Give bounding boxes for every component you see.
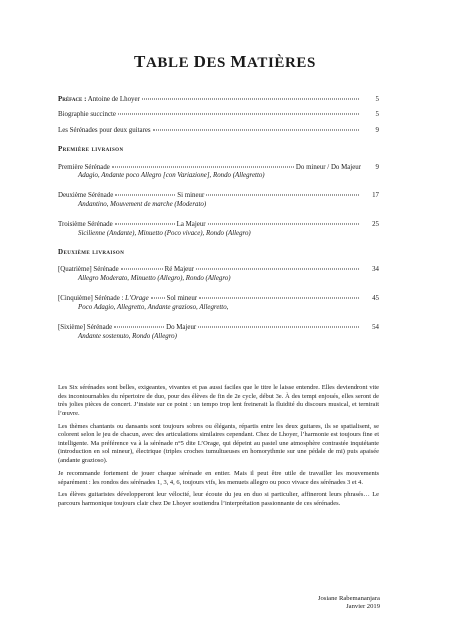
toc-page-number: 54 <box>372 324 379 332</box>
toc-preface-bold: Préface : <box>58 96 87 103</box>
paragraph: Les Six sérénades sont belles, exigeantes, vivantes et pas aussi faciles que le titre le laisse entendre. Elles deviendront vite des incontournables du répertoire de duo, pour des élèves de fin de 2e cycle, début 3e. À des tempi enjoués, elles seront de très jolies pièces de concert. J’insiste sur ce point : un tempo trop lent freinerait la fluidité du discours musical, et ternirait l’œuvre. <box>58 384 379 417</box>
toc-entry-label: [Quatrième] Sérénade <box>58 266 119 274</box>
dot-leader <box>121 269 163 270</box>
toc-page-number: 34 <box>372 266 379 274</box>
dot-leader <box>206 195 359 196</box>
toc-movements: Andante sostenuto, Rondo (Allegro) <box>78 332 177 340</box>
toc-entry-label <box>58 295 149 303</box>
dot-leader <box>153 129 359 130</box>
dot-leader <box>196 269 359 270</box>
toc-serenade-5-label: [Cinquième] Sérénade : <box>58 295 126 303</box>
dot-leader <box>151 298 165 299</box>
toc-entry-serenade-3[interactable] <box>58 221 379 229</box>
toc-page-number: 5 <box>375 111 379 119</box>
toc-serenade-5-subtitle: L’Orage <box>125 295 149 303</box>
toc-entry-label: Troisième Sérénade <box>58 221 113 229</box>
signature-date: Janvier 2019 <box>346 603 380 611</box>
toc-movements: Andantino, Mouvement de marche (Moderato) <box>78 200 207 208</box>
dot-leader <box>112 166 294 167</box>
dot-leader <box>114 327 164 328</box>
toc-key: Do mineur / Do Majeur <box>295 163 361 171</box>
toc-page-number: 45 <box>372 295 379 303</box>
toc-entry-preface[interactable] <box>58 96 379 104</box>
toc-entry-serenades[interactable] <box>58 127 379 135</box>
dot-leader <box>115 224 175 225</box>
toc-page-number: 5 <box>375 96 379 103</box>
page-title: TABLE DES MATIÈRES <box>134 52 316 71</box>
toc-movements: Allegro Moderato, Minuetto (Allegro), Rondo (Allegro) <box>78 274 231 282</box>
toc-page-number: 9 <box>375 163 379 171</box>
paragraph: Les thèmes chantants ou dansants sont toujours sobres ou élégants, répartis entre les deux guitares, ils se spatialisent, se colorent selon le jeu de chacun, avec des articulations similaires cependant. Chez de Lhoyer, l’harmonie est toujours fine et intelligente. Ma préférence va à la sérénade n°5 dite L’Orage, qui dépeint au pastel une atmosphère contrastée inquiétante (introduction en sol mineur), électrique (triples croches tumultueuses en homorythmie sur une pédale de mi) puis apaisée (andante grazioso). <box>58 422 379 465</box>
dot-leader <box>208 224 359 225</box>
toc-key: Do Majeur <box>166 324 197 332</box>
dot-leader <box>115 195 175 196</box>
dot-leader <box>199 298 359 299</box>
toc-entry-serenade-4[interactable] <box>58 266 379 274</box>
table-of-contents <box>58 96 379 341</box>
toc-key: Ré Majeur <box>164 266 194 274</box>
toc-movements: Adagio, Andante poco Allegro [con Variazione], Rondo (Allegretto) <box>78 172 265 180</box>
toc-entry-label: Première Sérénade <box>58 163 110 171</box>
paragraph: Je recommande fortement de jouer chaque sérénade en entier. Mais il peut être utile de travailler les mouvements séparément : les rondos des sérénades 1, 3, 4, 6, toujours vifs, les menuets allegro ou poco vivace des sérénades 3 et 4. <box>58 469 379 486</box>
toc-key: La Majeur <box>176 221 206 229</box>
toc-entry-serenade-6[interactable] <box>58 324 379 332</box>
paragraph: Les élèves guitaristes développeront leur vélocité, leur écoute du jeu en duo si particulier, affineront leurs phrasés… Le parcours harmonique toujours clair chez De Lhoyer soutiendra l’interprétation passionnante de ces sérénades. <box>58 491 379 508</box>
toc-page-number: 25 <box>372 221 379 229</box>
section-heading-1: Première livraison <box>58 145 124 154</box>
toc-entry-serenade-1[interactable] <box>58 164 379 172</box>
toc-key: Sol mineur <box>166 295 198 303</box>
foreword-text <box>58 384 379 513</box>
toc-entry-label: Deuxième Sérénade <box>58 192 114 200</box>
section-heading-2: Deuxième livraison <box>58 248 125 257</box>
dot-leader <box>142 99 359 100</box>
dot-leader <box>198 327 359 328</box>
toc-entry-biography[interactable] <box>58 111 379 119</box>
toc-entry-label: [Sixième] Sérénade <box>58 324 113 332</box>
toc-entry-serenade-2[interactable] <box>58 192 379 200</box>
toc-entry-label: Les Sérénades pour deux guitares <box>58 126 151 134</box>
toc-entry-label <box>58 96 140 104</box>
toc-movements: Poco Adagio, Allegretto, Andante grazioso, Allegretto, <box>78 303 229 311</box>
toc-page-number: 17 <box>372 192 379 200</box>
toc-key: Si mineur <box>177 192 205 200</box>
toc-entry-label: Biographie succincte <box>58 111 116 119</box>
signature <box>270 595 380 612</box>
author-name: Josiane Rabemananjara <box>317 595 380 602</box>
toc-movements: Sicilienne (Andante), Minuetto (Poco vivace), Rondo (Allegro) <box>78 229 251 237</box>
toc-page-number: 9 <box>375 126 379 134</box>
toc-entry-serenade-5[interactable] <box>58 295 379 303</box>
dot-leader <box>118 114 359 115</box>
toc-preface-rest: Antoine de Lhoyer <box>86 96 140 103</box>
